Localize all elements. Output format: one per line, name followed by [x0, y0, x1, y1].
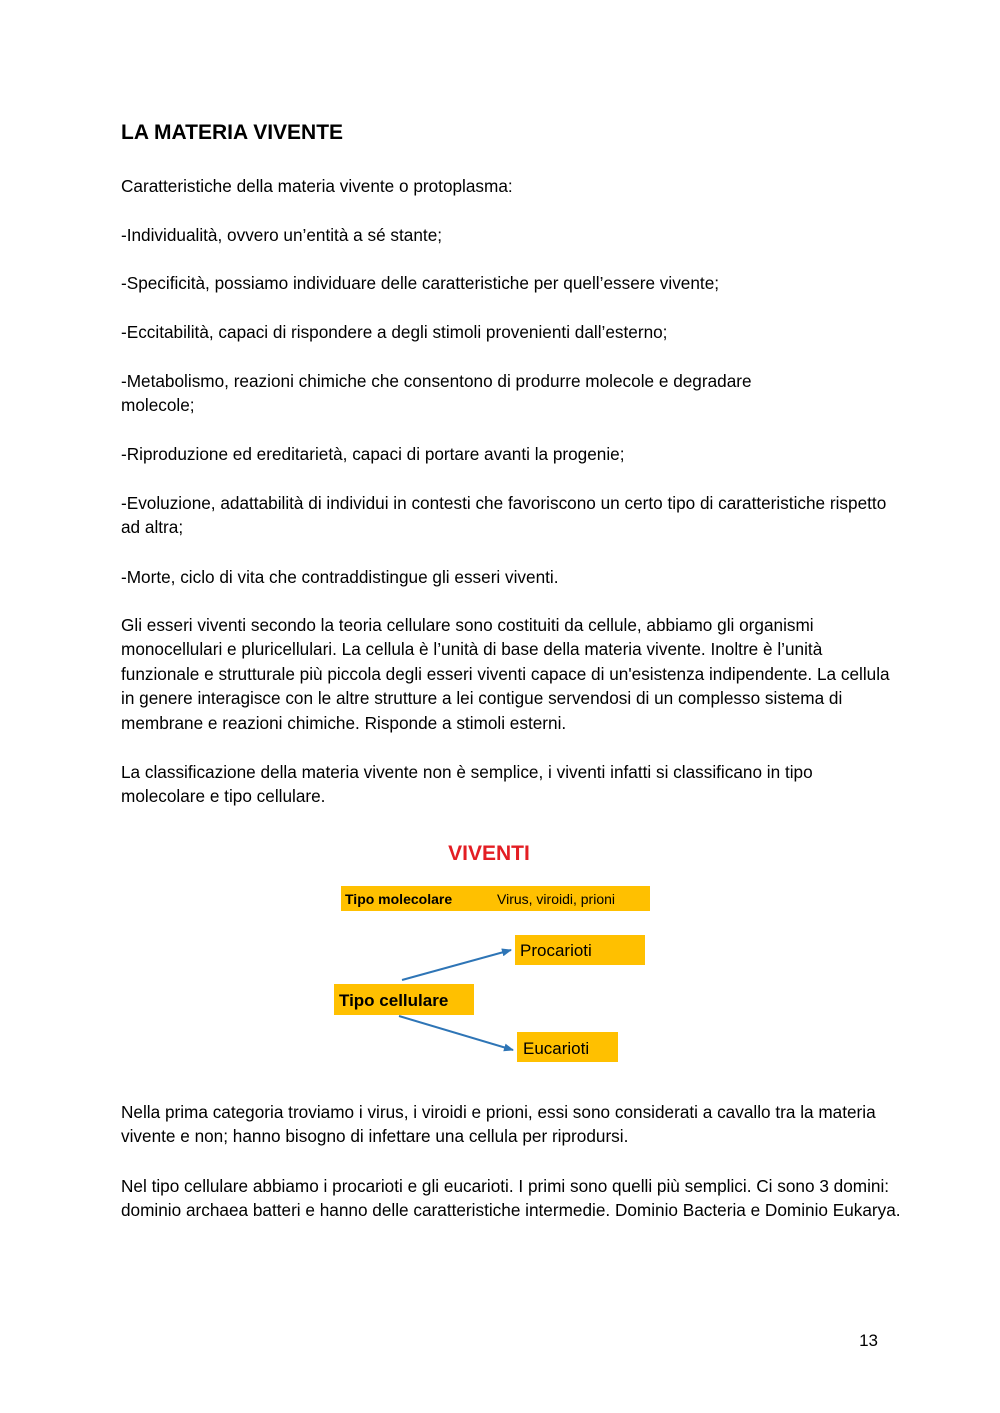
diagram-heading: VIVENTI [448, 842, 530, 865]
cellular-type-label: Tipo cellulare [339, 991, 449, 1010]
arrow-to-eukaryotes [399, 1016, 513, 1050]
list-item: -Riproduzione ed ereditarietà, capaci di portare avanti la progenie; [121, 444, 625, 464]
paragraph-classification: La classificazione della materia vivente non è semplice, i viventi infatti si classificano in tipo molecolare e tipo cellulare. [121, 762, 813, 807]
molecular-type-label: Tipo molecolare [345, 891, 453, 907]
paragraph-first-category: Nella prima categoria troviamo i virus, i viroidi e prioni, essi sono considerati a cavallo tra la materia vivente e non; hanno bisogno di infettare una cellula per riprodursi. [121, 1102, 876, 1147]
page-title: LA MATERIA VIVENTE [121, 121, 344, 144]
list-item: -Individualità, ovvero un’entità a sé stante; [121, 225, 443, 245]
eukaryotes-label: Eucarioti [523, 1039, 590, 1058]
prokaryotes-label: Procarioti [520, 941, 592, 960]
paragraph-cellular-type: Nel tipo cellulare abbiamo i procarioti e gli eucarioti. I primi sono quelli più semplici. Ci sono 3 domini: dominio archaea batteri e hanno delle caratteristiche intermedie. Dominio Bacteria e Dominio Eukarya. [121, 1176, 901, 1221]
list-item: -Metabolismo, reazioni chimiche che consentono di produrre molecole e degradare molecole; [121, 371, 752, 416]
arrow-to-prokaryotes [402, 950, 511, 980]
list-item: -Morte, ciclo di vita che contraddistingue gli esseri viventi. [121, 567, 559, 587]
intro-text: Caratteristiche della materia vivente o protoplasma: [121, 176, 513, 196]
list-item: -Eccitabilità, capaci di rispondere a degli stimoli provenienti dall’esterno; [121, 322, 668, 342]
page-number: 13 [859, 1331, 878, 1350]
paragraph-cells: Gli esseri viventi secondo la teoria cellulare sono costituiti da cellule, abbiamo gli organismi monocellulari e pluricellulari. La cellula è l’unità di base della materia vivente. Inoltre è l’unità funzionale e strutturale più piccola degli esseri viventi capace di un'esistenza indipendente. La cellula in genere interagisce con le altre strutture a lei contigue servendosi di un complesso sistema di membrane e reazioni chimiche. Risponde a stimoli esterni. [121, 615, 890, 733]
list-item: -Specificità, possiamo individuare delle caratteristiche per quell’essere vivente; [121, 273, 720, 293]
molecular-examples-label: Virus, viroidi, prioni [497, 891, 616, 907]
list-item: -Evoluzione, adattabilità di individui in contesti che favoriscono un certo tipo di caratteristiche rispetto ad altra; [121, 493, 887, 538]
